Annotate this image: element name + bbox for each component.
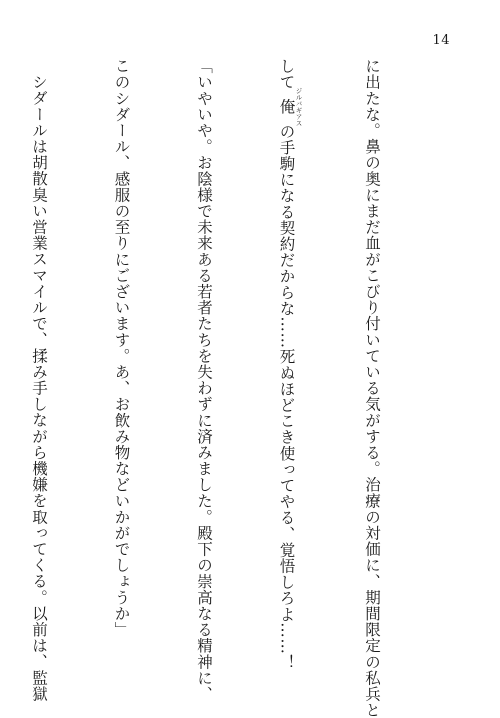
vertical-text-body (30, 58, 440, 718)
page-number: 14 (432, 33, 450, 48)
text-line: 「いやいや。お陰様で未来ある若者たちを失わずに済みました。殿下の崇高なる精神に、 (195, 58, 213, 702)
text-line: シダールは胡散臭い営業スマイルで、揉み手しながら機嫌を取ってくる。以前は、監獄 (30, 73, 48, 702)
text-line: して俺 ジルバギアスの手駒になる契約だからな……死ぬほどこき使ってやる、覚悟しろよ……！ (277, 58, 303, 671)
text-line: に出たな。鼻の奥にまだ血がこびり付いている気がする。治療の対価に、期間限定の私兵と (363, 58, 381, 718)
text-line: このシダール、感服の至りにございます。あ、お飲み物などいかがでしょうか」 (112, 58, 131, 638)
ruby-annotation: 俺 ジルバギアス (277, 87, 303, 127)
